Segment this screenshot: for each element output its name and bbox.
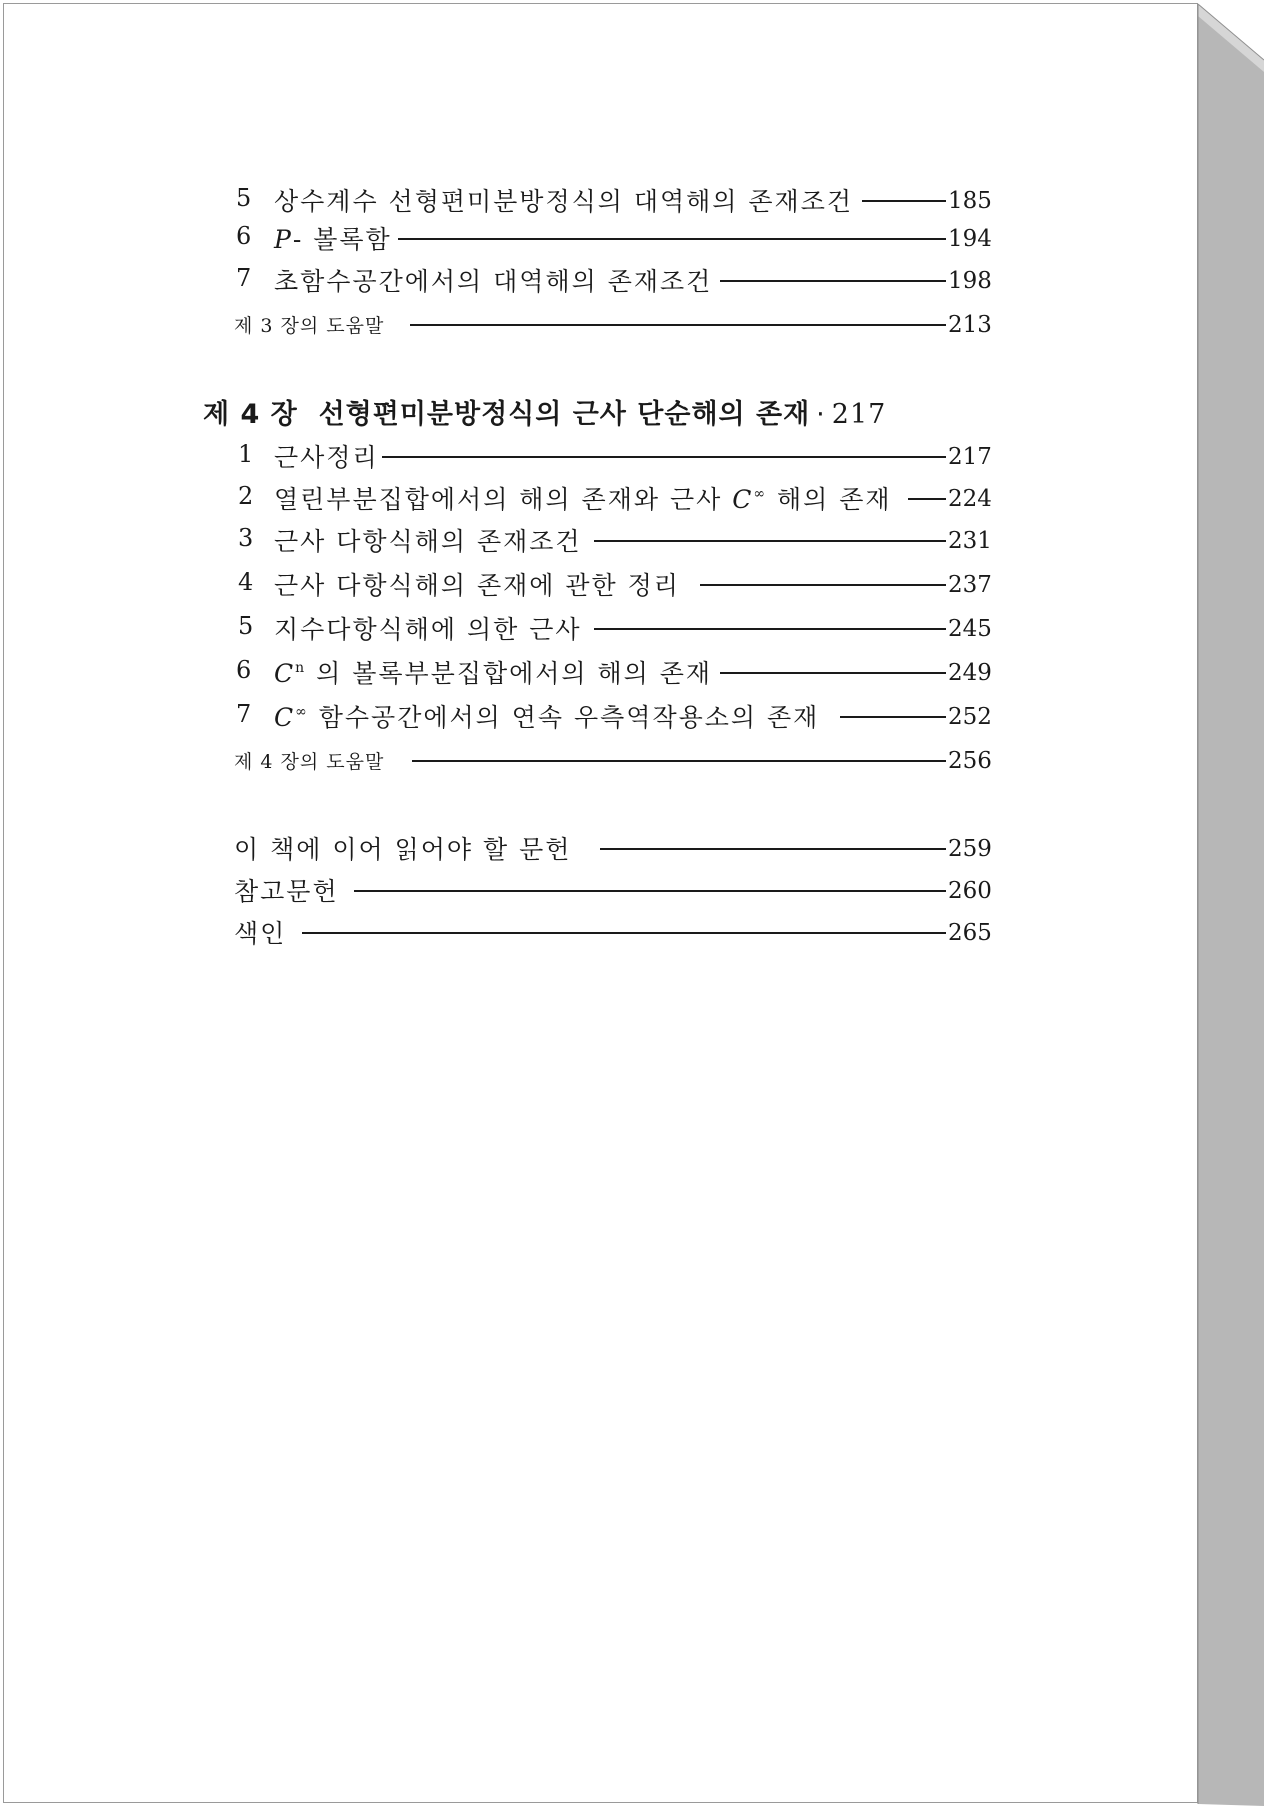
toc-entry <box>0 868 1264 908</box>
section-number: 6 <box>236 222 252 250</box>
math-symbol: C <box>732 485 754 514</box>
page-number: 217 <box>948 444 992 470</box>
leader-line <box>410 324 946 326</box>
section-title-text: 함수공간에서의 연속 우측역작용소의 존재 <box>308 703 820 732</box>
leader-line <box>594 540 946 542</box>
toc-entry <box>0 434 1264 474</box>
chapter-title: 선형편미분방정식의 근사 단순해의 존재 <box>318 399 811 430</box>
leader-line <box>840 716 946 718</box>
leader-line <box>700 584 946 586</box>
page-number: 260 <box>948 878 992 904</box>
page-number: 249 <box>948 660 992 686</box>
leader-line <box>720 280 946 282</box>
leader-line <box>594 628 946 630</box>
math-superscript: ∞ <box>753 486 768 502</box>
section-number: 6 <box>236 656 252 684</box>
page-number: 194 <box>948 226 992 252</box>
leader-line <box>382 456 946 458</box>
toc-entry <box>0 302 1264 342</box>
section-number: 5 <box>236 184 252 212</box>
section-number: 7 <box>236 700 252 728</box>
toc-entry <box>0 476 1264 516</box>
page-number: 231 <box>948 528 992 554</box>
toc-entry <box>0 694 1264 734</box>
section-title: 초함수공간에서의 대역해의 존재조건 <box>274 267 713 296</box>
math-symbol: P <box>274 225 293 254</box>
toc-entry <box>0 178 1264 218</box>
section-title: 근사정리 <box>274 443 379 472</box>
math-symbol: C <box>274 703 296 732</box>
page-number: 185 <box>948 188 992 214</box>
math-superscript: ∞ <box>295 704 309 720</box>
section-number: 2 <box>238 482 254 510</box>
section-title-text: - 볼록함 <box>292 225 392 254</box>
toc-entry <box>0 562 1264 602</box>
section-number: 5 <box>238 612 254 640</box>
page-number: 252 <box>948 704 992 730</box>
section-number: 1 <box>238 440 254 468</box>
chapter-heading <box>203 392 886 431</box>
section-title <box>274 654 712 690</box>
math-symbol: C <box>274 659 296 688</box>
toc-entry <box>0 518 1264 558</box>
page-number: 237 <box>948 572 992 598</box>
leader-line <box>398 238 946 240</box>
leader-line <box>908 498 946 500</box>
leader-line <box>600 848 946 850</box>
section-number: 4 <box>238 568 254 596</box>
leader-line <box>412 760 946 762</box>
leader-line <box>720 672 946 674</box>
page-number: 259 <box>948 836 992 862</box>
page-number: 198 <box>948 268 992 294</box>
toc-entry <box>0 826 1264 866</box>
toc-entry <box>0 910 1264 950</box>
section-title <box>274 480 892 516</box>
back-matter-title: 이 책에 이어 읽어야 할 문헌 <box>234 835 572 864</box>
leader-line <box>354 890 946 892</box>
toc-entry <box>0 216 1264 256</box>
toc-entry <box>0 738 1264 778</box>
page-number: 224 <box>948 486 992 512</box>
chapter-page: 217 <box>831 399 887 430</box>
toc-entry <box>0 650 1264 690</box>
section-title-text: 해의 존재 <box>767 485 892 514</box>
section-title: 지수다항식해에 의한 근사 <box>274 615 582 644</box>
section-number: 3 <box>238 524 254 552</box>
section-title-text: 열린부분집합에서의 해의 존재와 근사 <box>274 485 733 514</box>
page-number: 213 <box>948 312 992 338</box>
section-title: 상수계수 선형편미분방정식의 대역해의 존재조건 <box>274 187 853 216</box>
toc-entry <box>0 258 1264 298</box>
chapter-label: 제 4 장 <box>203 399 298 430</box>
section-number: 7 <box>236 264 252 292</box>
page-number: 256 <box>948 748 992 774</box>
leader-line <box>302 932 946 934</box>
section-title: 근사 다항식해의 존재조건 <box>274 527 582 556</box>
chapter-notes-title: 제 4 장의 도움말 <box>234 751 385 773</box>
page-number: 265 <box>948 920 992 946</box>
page-number: 245 <box>948 616 992 642</box>
back-matter-title: 참고문헌 <box>234 877 339 906</box>
math-superscript: n <box>295 660 307 676</box>
separator-dot: · <box>816 399 826 430</box>
leader-line <box>862 200 946 202</box>
toc-entry <box>0 606 1264 646</box>
chapter-notes-title: 제 3 장의 도움말 <box>234 315 385 337</box>
section-title <box>274 220 392 256</box>
section-title <box>274 698 819 734</box>
back-matter-title: 색인 <box>234 919 287 948</box>
section-title: 근사 다항식해의 존재에 관한 정리 <box>274 571 680 600</box>
section-title-text: 의 볼록부분집합에서의 해의 존재 <box>306 659 713 688</box>
